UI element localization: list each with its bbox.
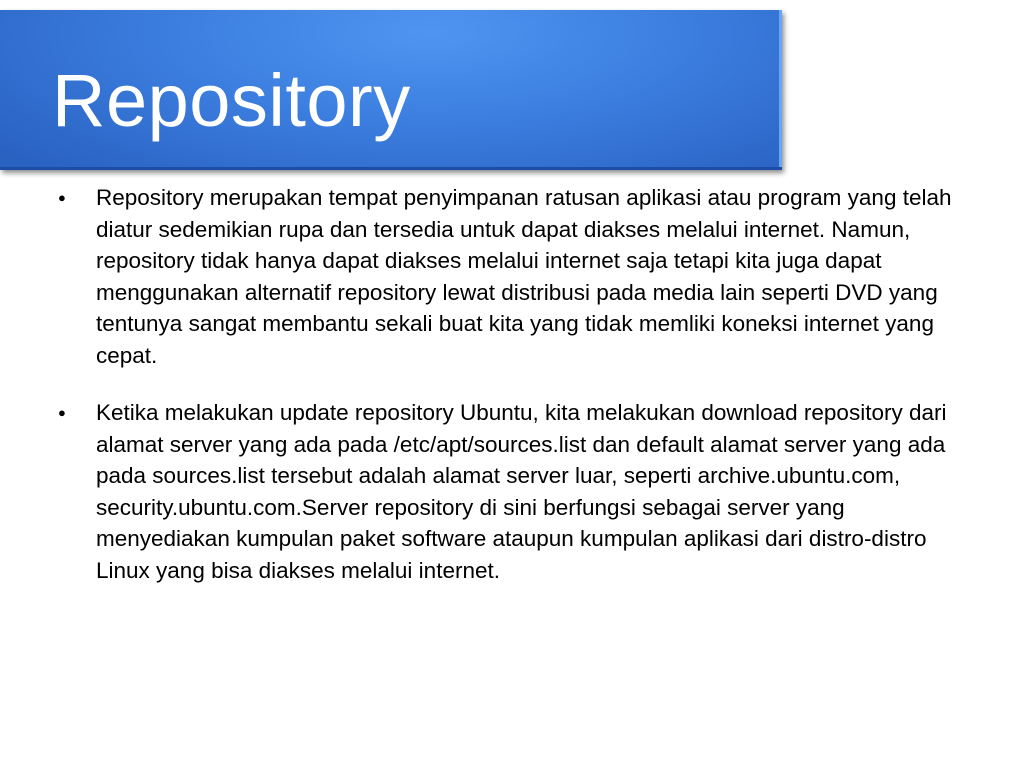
bullet-text: Repository merupakan tempat penyimpanan ratusan aplikasi atau program yang telah diatur sedemikian rupa dan tersedia untuk dapat diakses melalui internet. Namun, repository tidak hanya dapat diakses melalui internet saja tetapi kita juga dapat menggunakan alternatif repository lewat distribusi pada media lain seperti DVD yang tentunya sangat membantu sekali buat kita yang tidak memliki koneksi internet yang cepat. bbox=[96, 185, 952, 368]
title-banner bbox=[0, 10, 782, 170]
bullet-text: Ketika melakukan update repository Ubuntu, kita melakukan download repository dari alamat server yang ada pada /etc/apt/sources.list dan default alamat server yang ada pada sources.list tersebut adalah alamat server luar, seperti archive.ubuntu.com, security.ubuntu.com.Server repository di sini berfungsi sebagai server yang menyediakan kumpulan paket software ataupun kumpulan aplikasi dari distro-distro Linux yang bisa diakses melalui internet. bbox=[96, 400, 947, 583]
slide-title: Repository bbox=[52, 59, 411, 142]
bullet-item-repository-definition bbox=[58, 182, 958, 371]
bullet-list bbox=[58, 182, 958, 612]
bullet-dot-icon: ● bbox=[58, 405, 66, 420]
bullet-dot-icon: ● bbox=[58, 190, 66, 205]
bullet-item-update-repository bbox=[58, 397, 958, 586]
